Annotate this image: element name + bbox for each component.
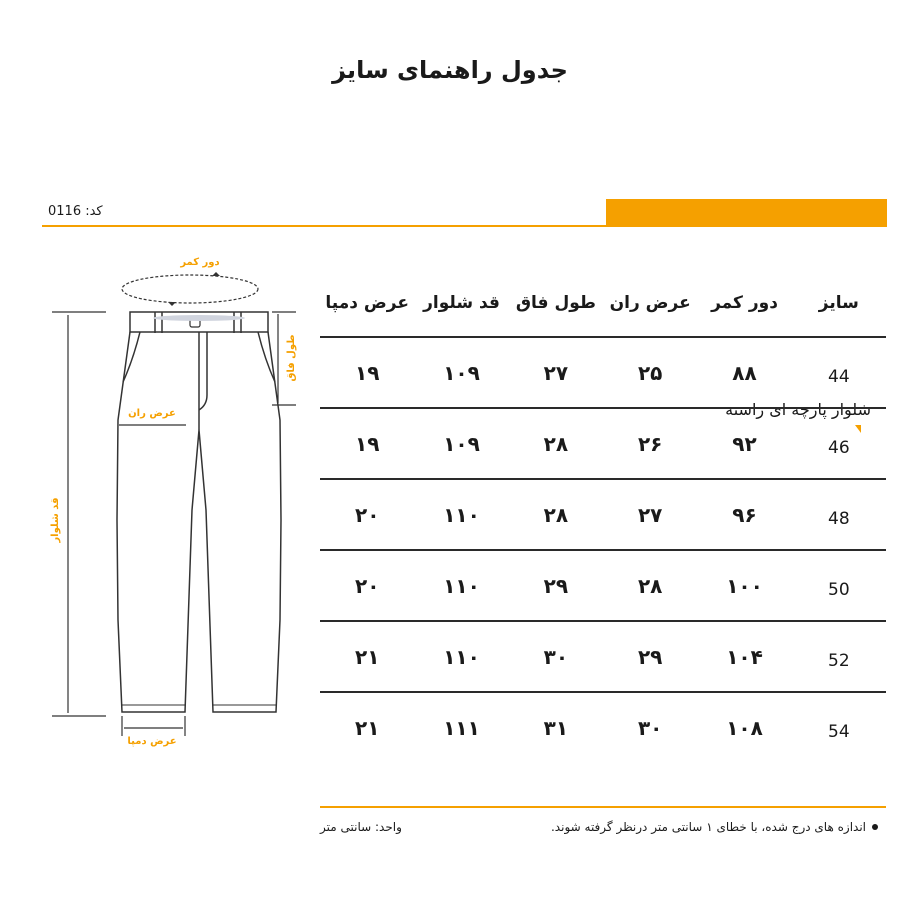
cell-thigh: ۲۹	[637, 644, 663, 669]
cell-length: ۱۰۹	[443, 360, 480, 385]
cell-size: 50	[828, 579, 850, 600]
tolerance-note	[551, 820, 878, 834]
cell-size: 52	[828, 650, 850, 671]
cell-length: ۱۱۰	[443, 573, 480, 598]
cell-rise: ۲۸	[543, 502, 569, 527]
cell-thigh: ۲۶	[637, 431, 663, 456]
size-table	[320, 270, 886, 762]
cell-size: 48	[828, 508, 850, 529]
cell-waist: ۱۰۰	[726, 573, 763, 598]
cell-waist: ۱۰۴	[726, 644, 763, 669]
cell-hem: ۲۱	[354, 715, 380, 740]
cell-rise: ۲۹	[543, 573, 569, 598]
product-name: شلوار پارچه ای راسته	[725, 400, 871, 419]
page-title: جدول راهنمای سایز	[332, 56, 568, 84]
cell-hem: ۱۹	[354, 360, 380, 385]
pants-diagram	[0, 0, 320, 900]
header-length: قد شلوار	[423, 293, 500, 313]
cell-hem: ۱۹	[354, 431, 380, 456]
table-row	[320, 338, 886, 409]
table-row	[320, 622, 886, 693]
hem-label: عرض دمپا	[127, 736, 177, 747]
bullet-icon	[872, 824, 878, 830]
cell-size: 46	[828, 437, 850, 458]
cell-rise: ۲۷	[543, 360, 569, 385]
header-waist: دور کمر	[711, 293, 778, 313]
cell-waist: ۹۲	[732, 431, 757, 456]
cell-waist: ۱۰۸	[726, 715, 763, 740]
cell-length: ۱۰۹	[443, 431, 480, 456]
thigh-label: عرض ران	[128, 408, 176, 419]
cell-length: ۱۱۰	[443, 502, 480, 527]
table-row	[320, 409, 886, 480]
cell-hem: ۲۰	[354, 502, 380, 527]
header-size: سایز	[818, 293, 859, 313]
cell-size: 54	[828, 721, 850, 742]
table-row	[320, 551, 886, 622]
cell-rise: ۳۰	[543, 644, 569, 669]
unit-label: واحد: سانتی متر	[320, 820, 402, 834]
table-row	[320, 480, 886, 551]
cell-hem: ۲۱	[354, 644, 380, 669]
tolerance-note-text: اندازه های درج شده، با خطای ۱ سانتی متر درنظر گرفته شوند.	[550, 820, 866, 834]
table-row	[320, 693, 886, 762]
cell-waist: ۹۶	[732, 502, 757, 527]
cell-length: ۱۱۰	[443, 644, 480, 669]
cell-size: 44	[828, 366, 850, 387]
header-rise: طول فاق	[515, 293, 596, 313]
waist-label: دور کمر	[180, 257, 220, 268]
product-code: کد: 0116	[48, 204, 103, 219]
cell-waist: ۸۸	[732, 360, 757, 385]
cell-length: ۱۱۱	[443, 715, 480, 740]
footer-divider	[320, 806, 886, 808]
cell-thigh: ۲۵	[637, 360, 663, 385]
cell-thigh: ۲۸	[637, 573, 663, 598]
rise-label: طول فاق	[286, 334, 297, 382]
cell-hem: ۲۰	[354, 573, 380, 598]
cell-thigh: ۲۷	[637, 502, 663, 527]
length-label: قد شلوار	[50, 497, 61, 543]
table-header-row	[320, 270, 886, 338]
cell-thigh: ۳۰	[637, 715, 663, 740]
cell-rise: ۳۱	[543, 715, 569, 740]
cell-rise: ۲۸	[543, 431, 569, 456]
header-thigh: عرض ران	[609, 293, 691, 313]
header-hem: عرض دمپا	[325, 293, 409, 313]
